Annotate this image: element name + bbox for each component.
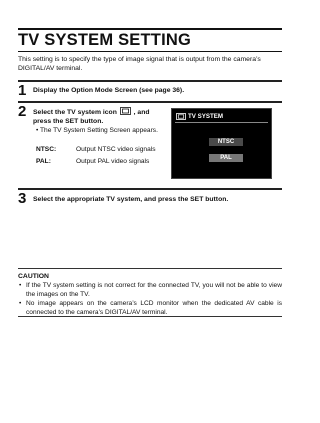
lcd-screen-illustration: [171, 108, 272, 179]
step-3-text: Select the appropriate TV system, and press the SET button.: [33, 196, 229, 203]
caution-item-text: No image appears on the camera’s LCD monitor when the dedicated AV cable is connected to the camera’s DIGITAL/AV terminal.: [26, 300, 282, 316]
step-2-text-part2: , and press the SET button.: [33, 109, 150, 125]
caution-rule-top: [18, 268, 282, 269]
bullet-dot: •: [19, 300, 22, 308]
step-3-number: 3: [18, 190, 27, 207]
step-2-number: 2: [18, 103, 27, 120]
caution-rule-bottom: [18, 316, 282, 317]
step-2-bullet-text: The TV System Setting Screen appears.: [40, 127, 158, 134]
step-1-number: 1: [18, 82, 27, 99]
page-title: TV SYSTEM SETTING: [18, 31, 192, 49]
signal-row-ntsc: [36, 145, 156, 154]
caution-title: CAUTION: [18, 273, 49, 280]
lcd-divider: [175, 122, 268, 123]
bullet-dot: •: [19, 282, 22, 289]
signal-row-pal: [36, 157, 149, 166]
intro-paragraph: This setting is to specify the type of image signal that is output from the camera’s DIGITAL/AV terminal.: [18, 56, 261, 72]
lcd-header: [176, 112, 223, 121]
lcd-header-label: TV SYSTEM: [188, 113, 224, 120]
bullet-dot: •: [36, 127, 41, 134]
caution-item-text: If the TV system setting is not correct for the connected TV, you will not be able to view the images on the TV.: [26, 282, 282, 298]
lcd-option-ntsc: NTSC: [209, 138, 243, 146]
tv-system-icon: [176, 113, 186, 120]
caution-list: [18, 282, 282, 318]
lcd-option-pal: PAL: [209, 154, 243, 162]
title-rule-bottom: [18, 51, 282, 52]
caution-item: [18, 300, 282, 317]
tv-system-icon: [120, 107, 131, 115]
step-2-text: [33, 107, 168, 126]
step-2-bullet: [36, 126, 166, 135]
step-3-rule: [18, 188, 282, 190]
signal-key-ntsc: NTSC:: [36, 146, 57, 153]
signal-value-pal: Output PAL video signals: [76, 158, 150, 165]
step-2-rule: [18, 101, 282, 103]
signal-key-pal: PAL:: [36, 158, 51, 165]
step-1-text: Display the Option Mode Screen (see page 36).: [33, 87, 185, 94]
step-2-text-part1: Select the TV system icon: [33, 109, 117, 116]
caution-item: [18, 282, 282, 299]
step-1-rule: [18, 80, 282, 82]
signal-value-ntsc: Output NTSC video signals: [76, 146, 156, 153]
title-rule-top: [18, 28, 282, 30]
